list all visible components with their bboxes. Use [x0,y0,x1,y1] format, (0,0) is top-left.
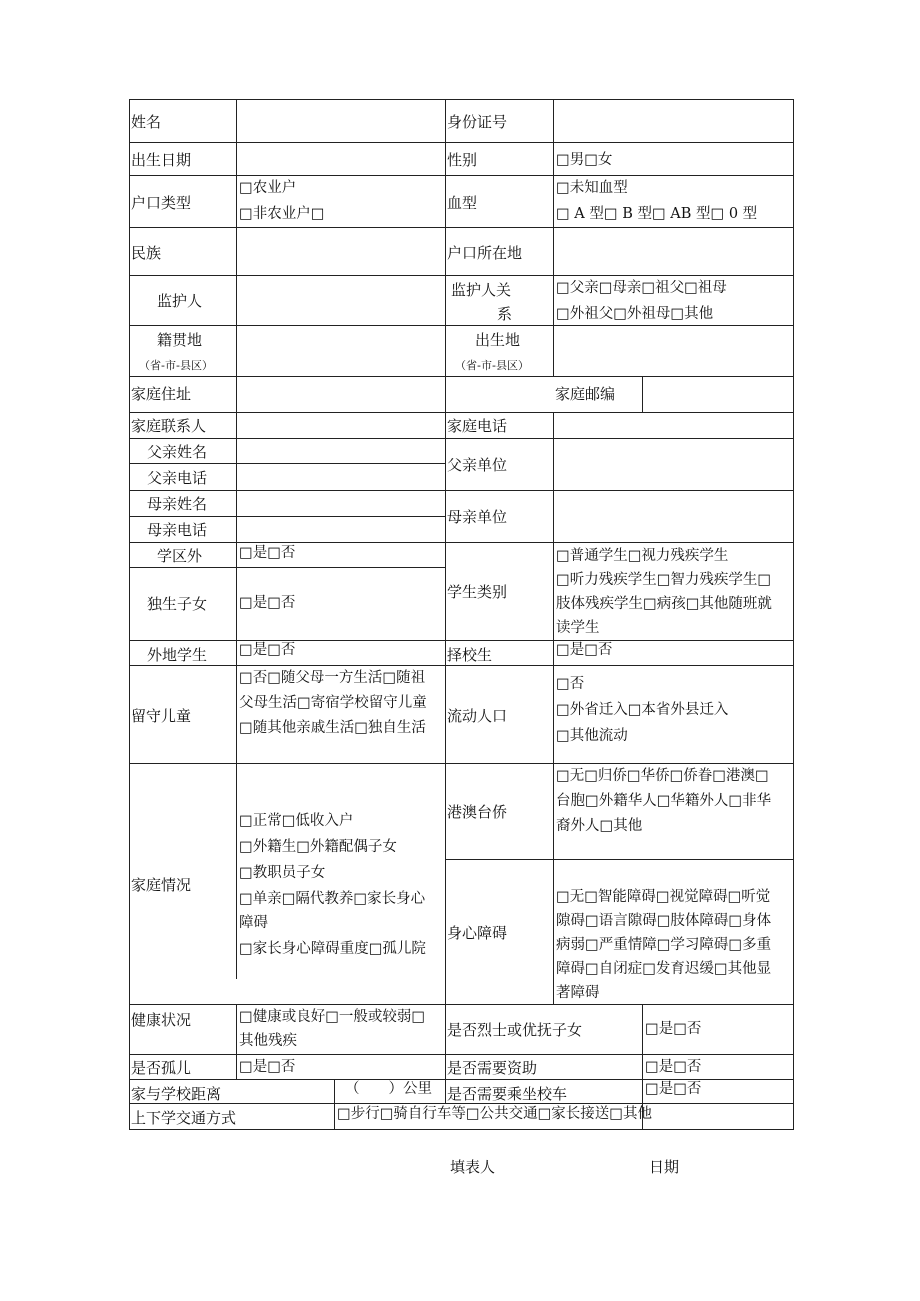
grid-line [334,1079,335,1129]
transport-label: 上下学交通方式 [131,1109,237,1127]
family-options-4[interactable]: □单亲□隔代教养□家长身心 [239,891,426,907]
disability-options-4[interactable]: 障碍□自闭症□发育迟缓□其他显 [556,961,772,977]
hukou-option-agri[interactable]: □农业户 [239,180,297,196]
mother-name-label: 母亲姓名 [147,495,208,513]
school-choice-label: 择校生 [447,646,493,664]
migrant-options-1[interactable]: □否 [556,676,585,692]
grid-line [129,142,794,143]
orphan-label: 是否孤儿 [131,1059,192,1077]
grid-line [445,99,446,1103]
grid-line [129,640,794,641]
left-behind-options-2[interactable]: 父母生活□寄宿学校留守儿童 [239,695,427,711]
birth-date-label: 出生日期 [131,151,192,169]
mother-phone-label: 母亲电话 [147,521,208,539]
native-place-label: 籍贯地 [157,331,203,349]
filler-label: 填表人 [450,1158,496,1176]
family-options-5[interactable]: 障碍 [239,915,268,931]
student-type-options-4[interactable]: 读学生 [556,620,600,636]
grid-line [129,376,794,377]
migrant-options-2[interactable]: □外省迁入□本省外县迁入 [556,702,729,718]
hukou-type-label: 户口类型 [131,194,192,212]
distance-value[interactable]: （ ）公里 [345,1081,432,1097]
school-bus-options[interactable]: □是□否 [645,1081,702,1097]
blood-type-label: 血型 [447,194,478,212]
postcode-label: 家庭邮编 [555,385,616,403]
table-border-left [129,99,130,1130]
school-bus-label: 是否需要乘坐校车 [447,1085,568,1103]
migrant-label: 流动人口 [447,707,508,725]
left-behind-label: 留守儿童 [131,707,192,725]
father-phone-label: 父亲电话 [147,469,208,487]
health-label: 健康状况 [131,1011,192,1029]
family-options-1[interactable]: □正常□低收入户 [239,813,354,829]
blood-option-unknown[interactable]: □未知血型 [556,180,628,196]
disability-options-3[interactable]: 病弱□严重情障□学习障碍□多重 [556,937,772,953]
family-contact-label: 家庭联系人 [131,417,207,435]
disability-options-2[interactable]: 隙碍□语言隙碍□肢体障碍□身体 [556,913,772,929]
address-label: 家庭住址 [131,385,192,403]
mother-work-label: 母亲单位 [447,508,508,526]
table-border-right [793,99,794,1130]
student-info-form [129,99,794,1130]
grid-line [553,412,554,1004]
nonlocal-student-options[interactable]: □是□否 [239,642,296,658]
id-number-label: 身份证号 [447,113,508,131]
grid-line [236,99,237,979]
family-options-3[interactable]: □教职员子女 [239,865,326,881]
district-out-options[interactable]: □是□否 [239,545,296,561]
name-label: 姓名 [131,113,162,131]
overseas-options-3[interactable]: 裔外人□其他 [556,818,643,834]
birthplace-label: 出生地 [475,331,521,349]
left-behind-options-1[interactable]: □否□随父母一方生活□随祖 [239,670,426,686]
table-border-top [129,99,794,100]
student-type-options-1[interactable]: □普通学生□视力残疾学生 [556,548,729,564]
district-out-label: 学区外 [157,547,203,565]
school-choice-options[interactable]: □是□否 [556,642,613,658]
student-type-label: 学生类别 [447,583,508,601]
disability-options-1[interactable]: □无□智能障碍□视觉障碍□听觉 [556,889,771,905]
orphan-options[interactable]: □是□否 [239,1059,296,1075]
martyr-label: 是否烈士或优抚子女 [447,1021,583,1039]
guardian-relation-label-1: 监护人关 [451,281,512,299]
martyr-options[interactable]: □是□否 [645,1021,702,1037]
grid-line [129,175,794,176]
student-type-options-3[interactable]: 肢体残疾学生□病孩□其他随班就 [556,596,772,612]
hukou-option-nonagri[interactable]: □非农业户□ [239,206,325,222]
student-type-options-2[interactable]: □听力残疾学生□智力残疾学生□ [556,572,772,588]
grid-line [236,1004,237,1079]
distance-label: 家与学校距离 [131,1085,222,1103]
only-child-options[interactable]: □是□否 [239,595,296,611]
grid-line [445,859,794,860]
hukou-location-label: 户口所在地 [447,244,523,262]
home-phone-label: 家庭电话 [447,417,508,435]
nonlocal-student-label: 外地学生 [147,646,208,664]
transport-options[interactable]: □步行□骑自行车等□公共交通□家长接送□其他 [337,1106,652,1122]
migrant-options-3[interactable]: □其他流动 [556,728,628,744]
father-name-label: 父亲姓名 [147,443,208,461]
guardian-relation-options-1[interactable]: □父亲□母亲□祖父□祖母 [556,280,727,296]
grid-line [553,99,554,376]
aid-label: 是否需要资助 [447,1059,538,1077]
aid-options[interactable]: □是□否 [645,1059,702,1075]
family-situation-label: 家庭情况 [131,876,192,894]
grid-line [129,490,794,491]
overseas-options-1[interactable]: □无□归侨□华侨□侨眷□港澳□ [556,768,769,784]
grid-line [129,227,794,228]
native-place-sub: （省-市-县区） [139,359,213,372]
overseas-label: 港澳台侨 [447,803,508,821]
disability-options-5[interactable]: 著障碍 [556,985,600,1001]
gender-label: 性别 [447,151,478,169]
health-options-1[interactable]: □健康或良好□一般或较弱□ [239,1009,426,1025]
grid-line [642,376,643,412]
health-options-2[interactable]: 其他残疾 [239,1033,297,1049]
grid-line [129,1004,794,1005]
left-behind-options-3[interactable]: □随其他亲戚生活□独自生活 [239,720,426,736]
family-options-2[interactable]: □外籍生□外籍配偶子女 [239,839,397,855]
birthplace-sub: （省-市-县区） [455,359,529,372]
guardian-relation-label-2: 系 [497,305,513,323]
gender-options[interactable]: □男□女 [556,152,613,168]
date-label: 日期 [649,1158,680,1176]
blood-option-types[interactable]: □ A 型□ B 型□ AB 型□ 0 型 [556,206,758,222]
family-options-6[interactable]: □家长身心障碍重度□孤儿院 [239,941,426,957]
overseas-options-2[interactable]: 台胞□外籍华人□华籍外人□非华 [556,793,772,809]
father-work-label: 父亲单位 [447,456,508,474]
guardian-relation-options-2[interactable]: □外祖父□外祖母□其他 [556,306,714,322]
only-child-label: 独生子女 [147,595,208,613]
guardian-label: 监护人 [157,292,203,310]
ethnic-label: 民族 [131,244,162,262]
disability-label: 身心障碍 [447,924,508,942]
